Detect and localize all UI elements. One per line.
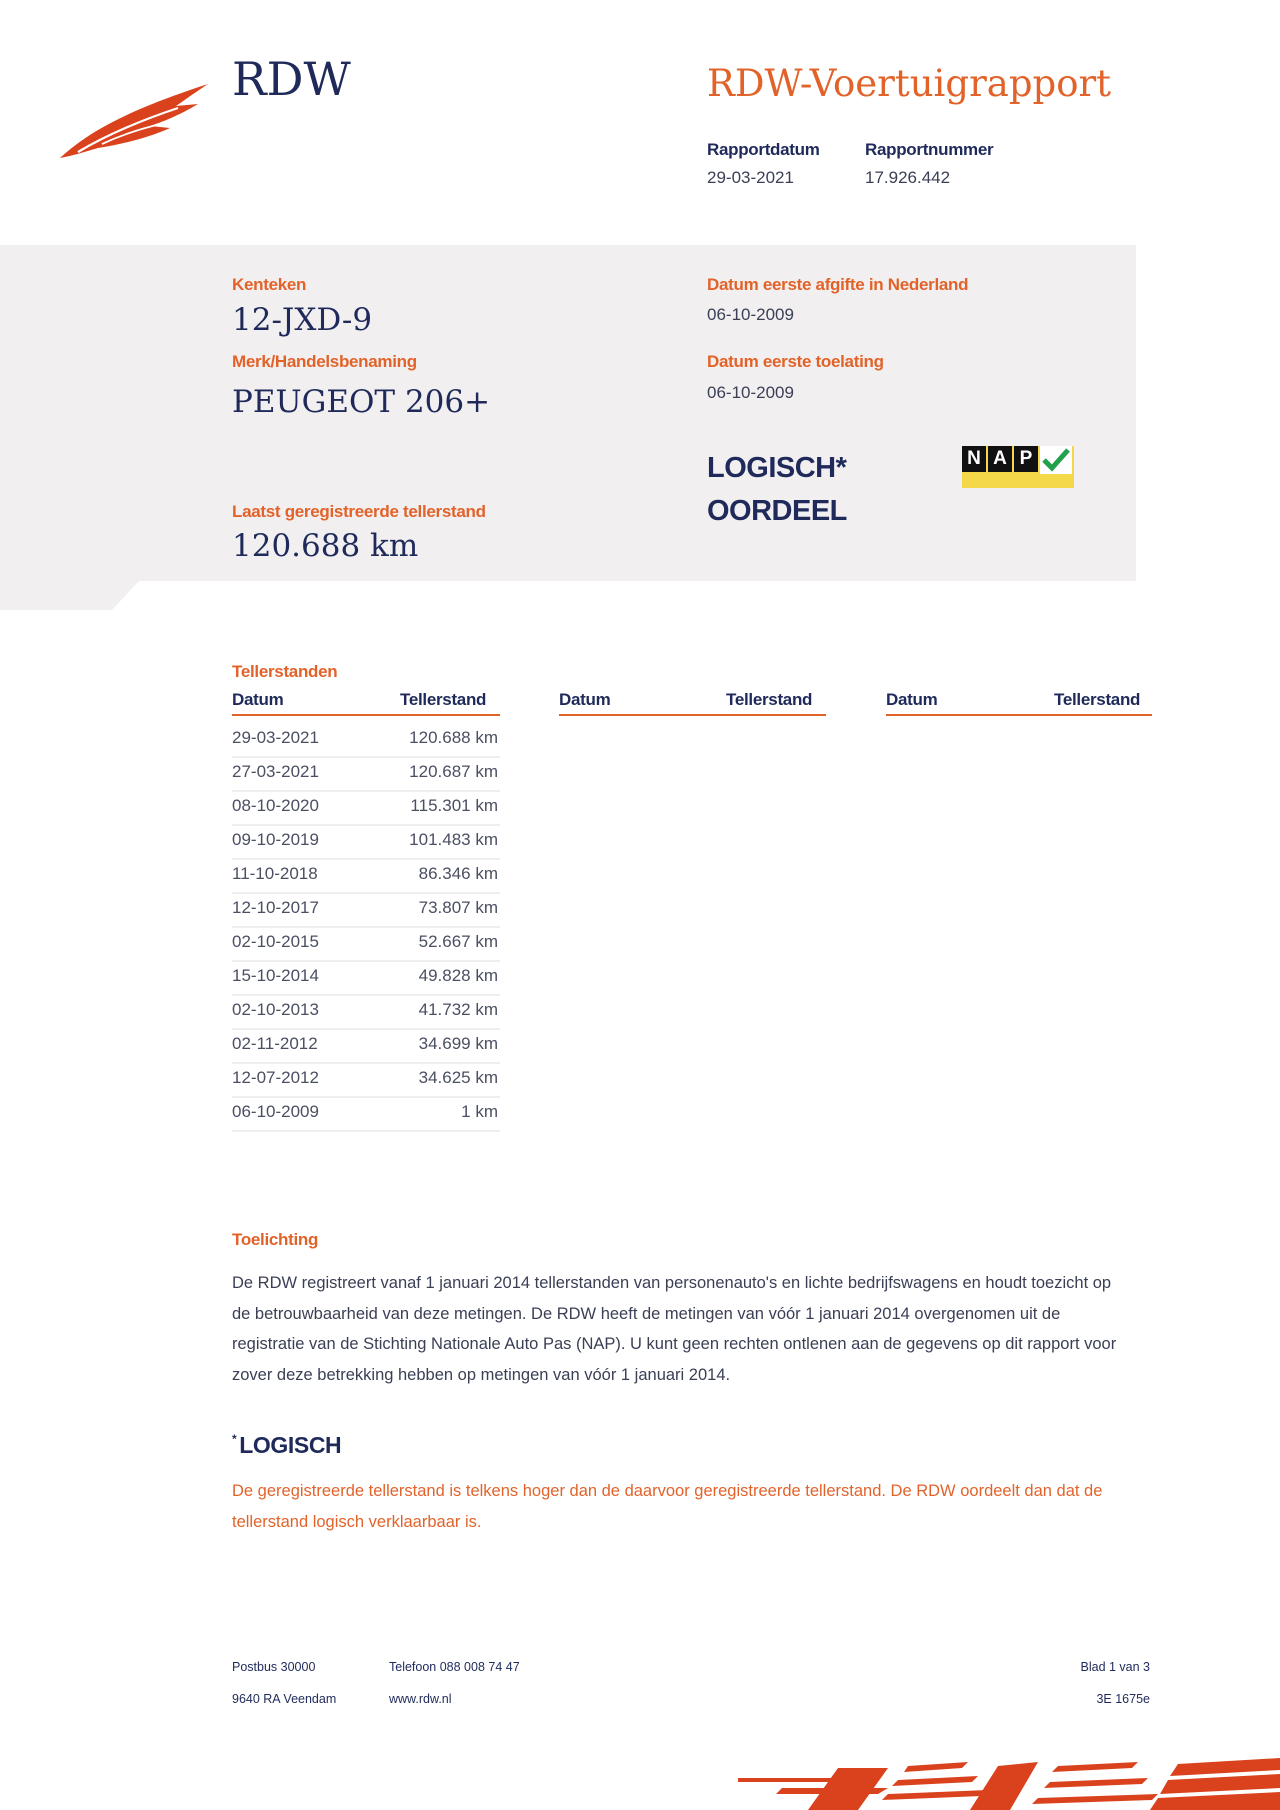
last-odometer-label: Laatst geregistreerde tellerstand: [232, 502, 486, 521]
table-row: [232, 756, 500, 792]
row-reading: 86.346 km: [418, 864, 498, 883]
header-underline-3: [886, 714, 1152, 716]
row-reading: 49.828 km: [418, 966, 498, 985]
table-row: [232, 790, 500, 826]
row-date: 15-10-2014: [232, 966, 319, 985]
check-icon: [1040, 446, 1072, 476]
row-date: 29-03-2021: [232, 728, 319, 747]
row-reading: 41.732 km: [418, 1000, 498, 1019]
logisch-explanation: De geregistreerde tellerstand is telkens hoger dan de daarvoor geregistreerde tellerstand. De RDW oordeelt dan dat de tellerstand logisch verklaarbaar is.: [232, 1482, 1103, 1531]
table-row: [232, 824, 500, 860]
row-date: 11-10-2018: [232, 864, 318, 883]
license-plate: 12-JXD-9: [232, 302, 373, 338]
table-row: [232, 1028, 500, 1064]
brand-name: RDW: [232, 52, 351, 106]
footer-postbus: Postbus 30000: [232, 1660, 316, 1674]
verdict-label: OORDEEL: [707, 495, 847, 527]
row-reading: 120.687 km: [409, 762, 498, 781]
plate-label: Kenteken: [232, 275, 307, 294]
row-date: 02-10-2015: [232, 932, 319, 951]
row-reading: 1 km: [461, 1102, 498, 1121]
panel-tab-decoration: [0, 580, 140, 610]
rdw-logo-icon: [58, 82, 210, 162]
col-reading-header-2: Tellerstand: [726, 690, 813, 709]
row-reading: 115.301 km: [410, 796, 498, 815]
col-date-header-1: Datum: [232, 690, 284, 709]
footer-page-number: Blad 1 van 3: [1080, 1660, 1150, 1674]
footer-phone: Telefoon 088 008 74 47: [389, 1660, 520, 1674]
first-registration-nl: 06-10-2009: [707, 305, 794, 324]
row-reading: 101.483 km: [409, 830, 498, 849]
row-date: 06-10-2009: [232, 1102, 319, 1121]
footer-stripes-decoration: [738, 1758, 1280, 1810]
row-date: 12-10-2017: [232, 898, 319, 917]
verdict-value: LOGISCH*: [707, 452, 847, 484]
row-date: 02-10-2013: [232, 1000, 319, 1019]
col-date-header-3: Datum: [886, 690, 938, 709]
logisch-heading: * LOGISCH: [232, 1432, 342, 1458]
vehicle-summary-panel: [0, 245, 1136, 581]
row-date: 02-11-2012: [232, 1034, 318, 1053]
table-row: [232, 892, 500, 928]
table-row: [232, 858, 500, 894]
col-reading-header-3: Tellerstand: [1054, 690, 1141, 709]
row-reading: 73.807 km: [418, 898, 498, 917]
row-date: 12-07-2012: [232, 1068, 319, 1087]
header-underline-2: [559, 714, 826, 716]
explanation-text: De RDW registreert vanaf 1 januari 2014 tellerstanden van personenauto's en lichte bedrijfswagens en houdt toezicht op de betrouwbaarheid van deze metingen. De RDW heeft de metingen van vóór 1 januari 2014 overgenomen uit de registratie van de Stichting Nationale Auto Pas (NAP). U kunt geen rechten ontlenen aan de gegevens op dit rapport voor zover deze betrekking hebben op metingen van vóór 1 januari 2014.: [232, 1274, 1117, 1384]
header-underline-1: [232, 714, 500, 716]
table-row: [232, 722, 500, 758]
row-reading: 34.699 km: [418, 1034, 498, 1053]
first-admission: 06-10-2009: [707, 383, 794, 402]
nap-letter-n: N: [962, 446, 986, 472]
nap-badge: [962, 446, 1074, 488]
make-label: Merk/Handelsbenaming: [232, 352, 417, 371]
row-reading: 34.625 km: [418, 1068, 498, 1087]
col-date-header-2: Datum: [559, 690, 611, 709]
row-date: 08-10-2020: [232, 796, 319, 815]
footer-doc-code: 3E 1675e: [1096, 1692, 1150, 1706]
vehicle-make: PEUGEOT 206+: [232, 384, 491, 420]
table-row: [232, 1062, 500, 1098]
first-registration-nl-label: Datum eerste afgifte in Nederland: [707, 275, 969, 294]
table-row: [232, 960, 500, 996]
odometer-section-title: Tellerstanden: [232, 662, 338, 681]
report-number: 17.926.442: [865, 168, 951, 187]
report-number-label: Rapportnummer: [865, 140, 994, 159]
row-reading: 120.688 km: [409, 728, 498, 747]
row-date: 27-03-2021: [232, 762, 319, 781]
row-date: 09-10-2019: [232, 830, 319, 849]
col-reading-header-1: Tellerstand: [400, 690, 487, 709]
explanation-title: Toelichting: [232, 1230, 319, 1249]
nap-letter-p: P: [1014, 446, 1038, 472]
table-row: [232, 1096, 500, 1132]
report-date: 29-03-2021: [707, 168, 794, 187]
logisch-title: LOGISCH: [239, 1432, 342, 1458]
footer-website[interactable]: www.rdw.nl: [389, 1692, 452, 1706]
report-date-label: Rapportdatum: [707, 140, 820, 159]
row-reading: 52.667 km: [418, 932, 498, 951]
last-odometer-value: 120.688 km: [232, 528, 419, 564]
document-title: RDW-Voertuigrapport: [707, 62, 1112, 105]
table-row: [232, 994, 500, 1030]
first-admission-label: Datum eerste toelating: [707, 352, 884, 371]
table-row: [232, 926, 500, 962]
footer-city: 9640 RA Veendam: [232, 1692, 337, 1706]
nap-letter-a: A: [988, 446, 1012, 472]
